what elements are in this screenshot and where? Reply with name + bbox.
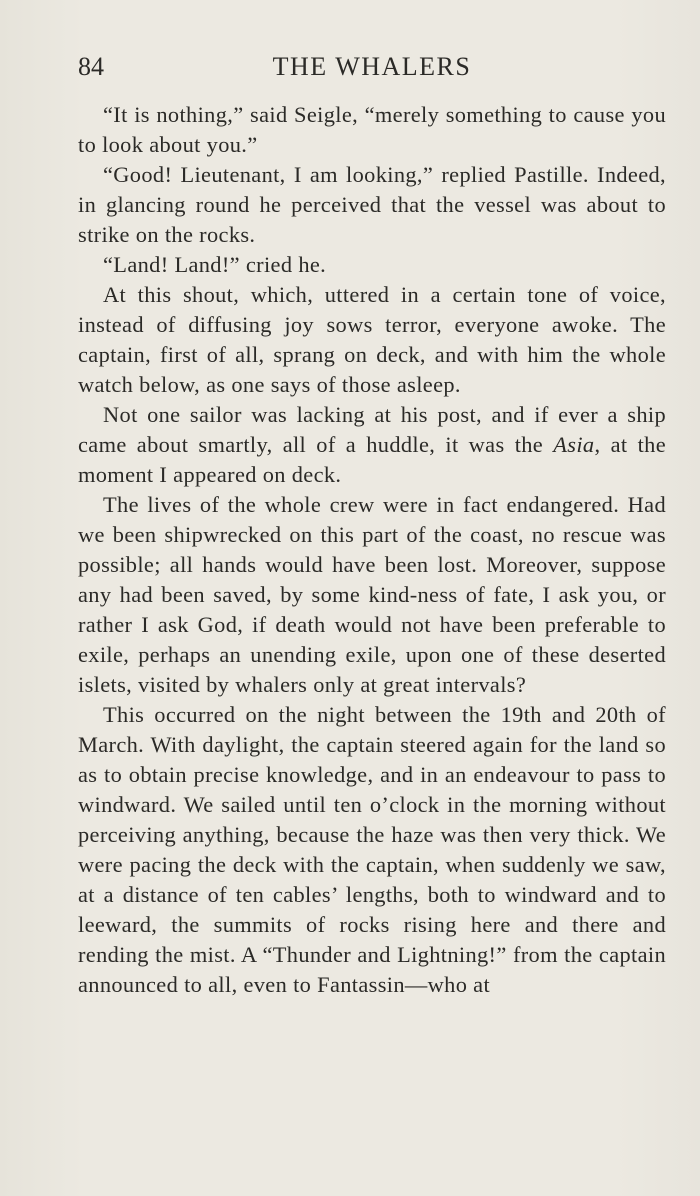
body-text [78,100,666,1000]
page-number: 84 [78,52,104,81]
paragraph: This occurred on the night between the 19th and 20th of March. With daylight, the captain steered again for the land so as to obtain precise knowledge, and in an endeavour to pass to windward. We sailed until ten o’clock in the morning without perceiving anything, because the haze was then very thick. We were pacing the deck with the captain, when suddenly we saw, at a distance of ten cables’ lengths, both to windward and to leeward, the summits of rocks rising here and there and rending the mist. A “Thunder and Lightning!” from the captain announced to all, even to Fantassin—who at [78,702,666,997]
paragraph [78,400,666,490]
paragraph: The lives of the whole crew were in fact endangered. Had we been shipwrecked on this part of the coast, no rescue was possible; all hands would have been lost. Moreover, suppose any had been saved, by some kind-ness of fate, I ask you, or rather I ask God, if death would not have been preferable to exile, perhaps an unending exile, upon one of these deserted islets, visited by whalers only at great intervals? [78,492,666,697]
paragraph: “It is nothing,” said Seigle, “merely something to cause you to look about you.” [78,102,666,157]
page-header [78,50,666,84]
paragraph: At this shout, which, uttered in a certain tone of voice, instead of diffusing joy sows terror, everyone awoke. The captain, first of all, sprang on deck, and with him the whole watch below, as one says of those asleep. [78,282,666,397]
paragraph-text: Not one sailor was lacking at his post, and if ever a ship came about smartly, all of a huddle, it was the [78,402,666,457]
paragraph-text: , at the moment I appeared on deck. [78,432,666,487]
ship-name: Asia [553,432,595,457]
running-head: THE WHALERS [272,52,472,81]
paragraph: “Land! Land!” cried he. [103,252,327,277]
paragraph: “Good! Lieutenant, I am looking,” replied Pastille. Indeed, in glancing round he perceived that the vessel was about to strike on the rocks. [78,162,666,247]
